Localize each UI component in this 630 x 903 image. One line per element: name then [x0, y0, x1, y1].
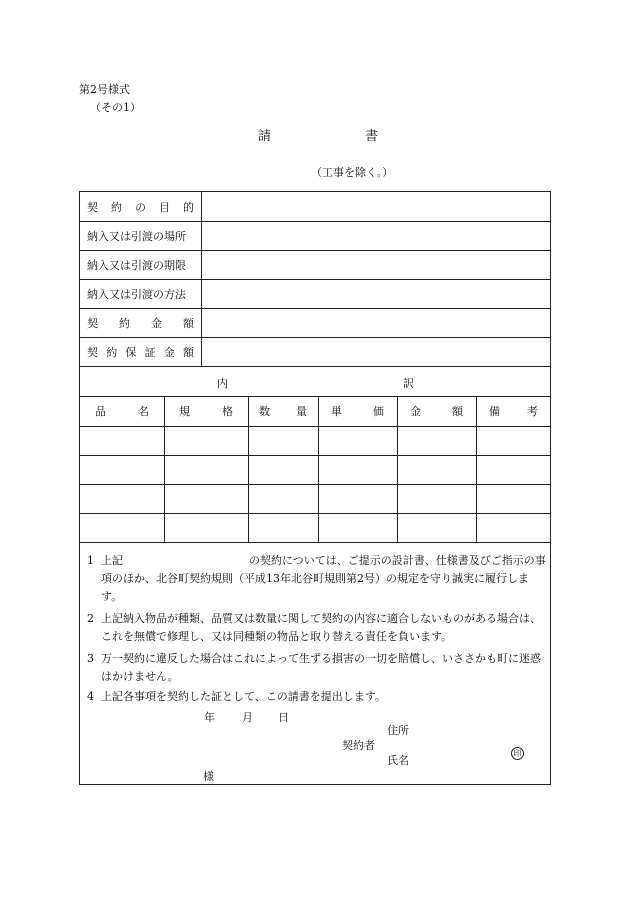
document-title — [258, 130, 378, 143]
delivery-place-field[interactable] — [202, 221, 551, 250]
label-char: 保 — [125, 345, 137, 359]
honorific: 様 — [203, 770, 214, 783]
breakdown-cell[interactable] — [80, 484, 164, 513]
breakdown-cell[interactable] — [164, 484, 248, 513]
clause-body: の契約については、ご提示の設計書、仕様書及びご指示の事項のほか、北谷町契約規則（平成13年北谷町規則第2号）の規定を守り誠実に履行します。 — [101, 554, 546, 603]
column-header-spec — [164, 396, 248, 426]
breakdown-cell[interactable] — [318, 455, 397, 484]
breakdown-cell[interactable] — [80, 513, 164, 542]
label-char: 証 — [144, 345, 156, 359]
row-divider — [80, 366, 550, 367]
clause-text: 万一契約に違反した場合はこれによって生ずる損害の一切を賠償し、いささかも町に迷惑はかけません。 — [101, 652, 541, 683]
header-char: 単 — [331, 405, 342, 418]
breakdown-cell[interactable] — [476, 484, 551, 513]
breakdown-cell[interactable] — [476, 426, 551, 455]
date-year: 年 — [204, 711, 215, 724]
label-char: 額 — [183, 316, 194, 330]
name-label: 氏名 — [387, 754, 409, 767]
breakdown-header-left: 内 — [217, 377, 228, 390]
row-label-delivery-deadline: 納入又は引渡の期限 — [87, 258, 186, 272]
row-label-delivery-method: 納入又は引渡の方法 — [87, 287, 186, 301]
breakdown-cell[interactable] — [164, 455, 248, 484]
clause-text — [87, 552, 549, 606]
contract-amount-field[interactable] — [202, 308, 551, 337]
clause-text: 上記各事項を契約した証として、この請書を提出します。 — [101, 690, 386, 703]
clause-3 — [87, 650, 549, 686]
label-char: 額 — [182, 345, 194, 359]
row-divider — [80, 542, 550, 543]
clause-lead: 上記 — [101, 554, 123, 567]
label-char: 的 — [183, 200, 194, 214]
breakdown-cell[interactable] — [80, 455, 164, 484]
contractor-label: 契約者 — [342, 739, 375, 752]
header-char: 価 — [373, 405, 384, 418]
column-header-remarks — [476, 396, 551, 426]
header-char: 名 — [138, 405, 149, 418]
breakdown-cell[interactable] — [248, 426, 318, 455]
date-day: 日 — [278, 711, 289, 724]
clause-4 — [87, 688, 549, 706]
label-char: 契 — [87, 345, 98, 359]
clause-2 — [87, 610, 549, 646]
header-char: 品 — [95, 405, 106, 418]
label-char: 契 — [87, 200, 98, 214]
purpose-field[interactable] — [202, 192, 551, 221]
breakdown-cell[interactable] — [476, 455, 551, 484]
breakdown-cell[interactable] — [397, 426, 476, 455]
title-char-right: 書 — [364, 129, 378, 144]
breakdown-cell[interactable] — [318, 426, 397, 455]
label-char: 約 — [106, 345, 118, 359]
header-char: 格 — [222, 405, 233, 418]
form-subnumber: （その1） — [90, 101, 141, 114]
header-char: 数 — [259, 405, 270, 418]
column-header-unit-price — [318, 396, 397, 426]
breakdown-cell[interactable] — [248, 455, 318, 484]
clause-number: 3 — [87, 652, 94, 665]
breakdown-cell[interactable] — [318, 484, 397, 513]
clause-1 — [87, 552, 549, 606]
clause-text: 上記納入物品が種類、品質又は数量に関して契約の内容に適合しないものがある場合は、これを無償で修理し、又は同種類の物品と取り替える責任を負います。 — [101, 612, 541, 643]
breakdown-cell[interactable] — [248, 513, 318, 542]
clause-number: 1 — [87, 554, 94, 567]
label-char: 金 — [151, 316, 162, 330]
breakdown-header-right: 訳 — [403, 377, 414, 390]
header-char: 規 — [179, 405, 190, 418]
header-char: 金 — [410, 405, 421, 418]
label-char: 約 — [111, 200, 122, 214]
row-label-delivery-place: 納入又は引渡の場所 — [87, 229, 186, 243]
seal-icon: 印 — [511, 747, 524, 760]
header-char: 量 — [296, 405, 307, 418]
label-char: 約 — [119, 316, 130, 330]
label-char: 目 — [159, 200, 170, 214]
label-char: 金 — [163, 345, 175, 359]
date-month: 月 — [242, 711, 253, 724]
row-label-contract-amount — [80, 308, 201, 337]
title-char-left: 請 — [258, 129, 272, 144]
header-char: 額 — [452, 405, 463, 418]
column-header-amount — [397, 396, 476, 426]
breakdown-cell[interactable] — [164, 426, 248, 455]
address-label: 住所 — [387, 724, 409, 737]
breakdown-cell[interactable] — [164, 513, 248, 542]
row-label-purpose — [80, 192, 201, 221]
label-char: 契 — [87, 316, 98, 330]
exclusion-note: （工事を除く。） — [311, 166, 394, 179]
header-char: 考 — [527, 405, 538, 418]
clause-number: 2 — [87, 612, 94, 625]
contract-form-table — [79, 191, 551, 785]
security-deposit-field[interactable] — [202, 337, 551, 366]
header-char: 備 — [489, 405, 500, 418]
breakdown-cell[interactable] — [397, 484, 476, 513]
breakdown-cell[interactable] — [476, 513, 551, 542]
breakdown-cell[interactable] — [397, 455, 476, 484]
delivery-deadline-field[interactable] — [202, 250, 551, 279]
breakdown-cell[interactable] — [318, 513, 397, 542]
form-code: 第2号様式 — [79, 83, 130, 96]
column-header-item-name — [80, 396, 164, 426]
breakdown-cell[interactable] — [80, 426, 164, 455]
clause-number: 4 — [87, 690, 94, 703]
column-header-quantity — [248, 396, 318, 426]
delivery-method-field[interactable] — [202, 279, 551, 308]
breakdown-cell[interactable] — [248, 484, 318, 513]
breakdown-cell[interactable] — [397, 513, 476, 542]
label-char: の — [135, 200, 146, 214]
row-label-security-deposit — [80, 337, 201, 366]
